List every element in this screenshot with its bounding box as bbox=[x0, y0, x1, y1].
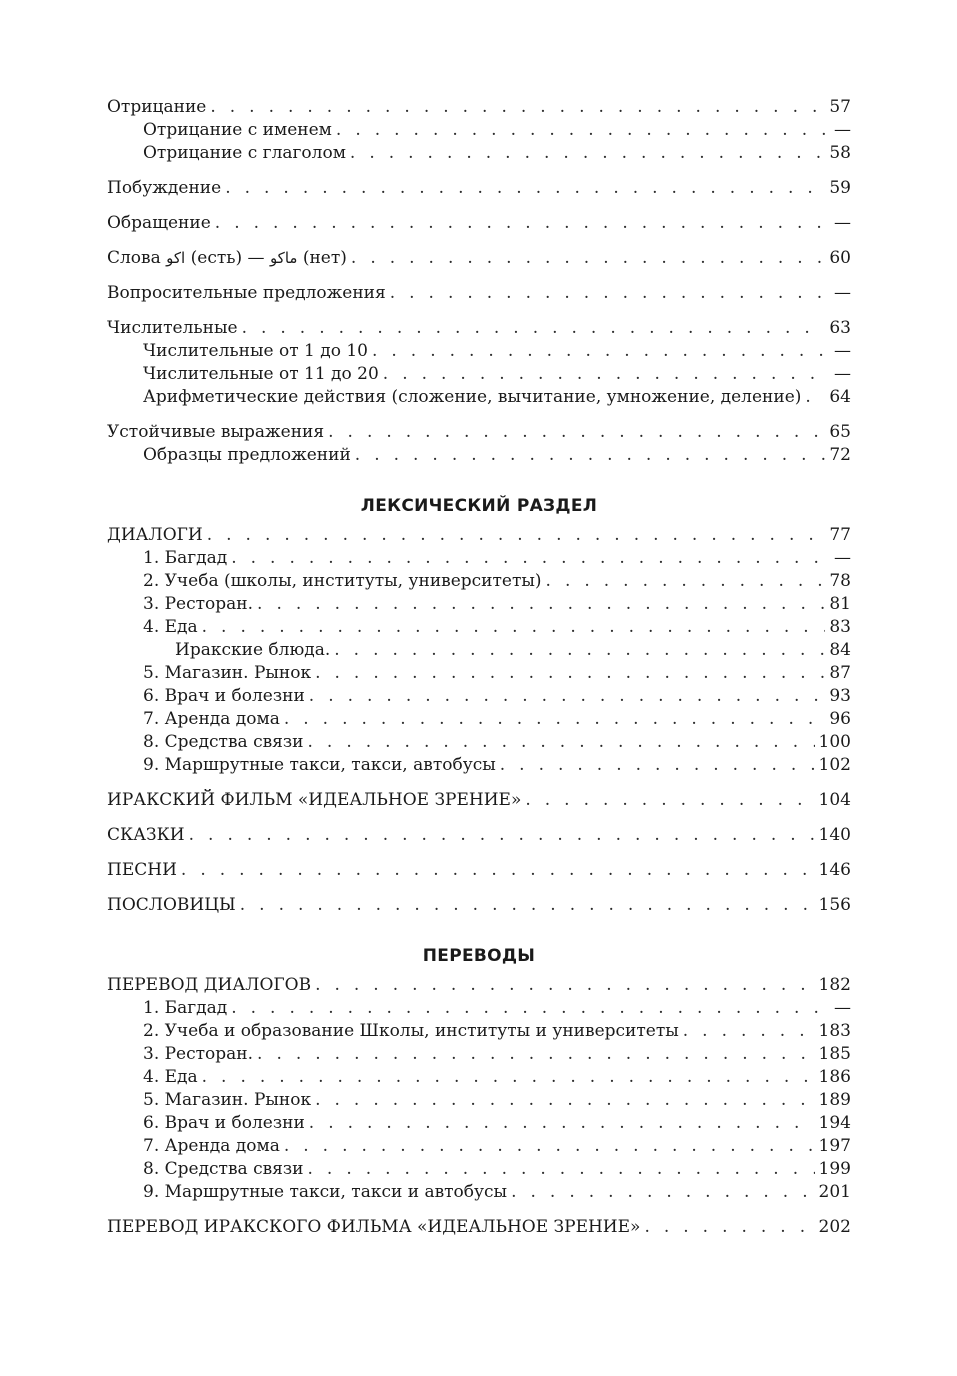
leader-dots bbox=[181, 859, 815, 882]
toc-entry-questions[interactable] bbox=[107, 282, 851, 305]
toc-entry-restaurant[interactable] bbox=[107, 593, 851, 616]
toc-page-number: 93 bbox=[829, 686, 851, 706]
toc-entry-label: 8. Средства связи bbox=[143, 1159, 304, 1179]
leader-dots bbox=[644, 1216, 814, 1239]
toc-entry-tr-doctor[interactable] bbox=[107, 1112, 851, 1135]
toc-page-number: 84 bbox=[829, 640, 851, 660]
toc-entry-label: Числительные от 1 до 10 bbox=[143, 341, 368, 361]
toc-page-number: 197 bbox=[818, 1136, 851, 1156]
toc-entry-tr-house-rent[interactable] bbox=[107, 1135, 851, 1158]
toc-page-number: — bbox=[834, 364, 851, 384]
toc-entry-label: 4. Еда bbox=[143, 617, 198, 637]
toc-entry-label: 5. Магазин. Рынок bbox=[143, 663, 312, 683]
toc-page-number: 81 bbox=[829, 594, 851, 614]
leader-dots bbox=[350, 142, 825, 165]
toc-entry-proverbs[interactable] bbox=[107, 894, 851, 917]
leader-dots bbox=[242, 317, 826, 340]
toc-entry-label: 4. Еда bbox=[143, 1067, 198, 1087]
toc-page-number: 140 bbox=[818, 825, 851, 845]
toc-entry-study[interactable] bbox=[107, 570, 851, 593]
leader-dots bbox=[308, 1158, 815, 1181]
leader-dots bbox=[390, 282, 830, 305]
toc-entry-negation-noun[interactable] bbox=[107, 119, 851, 142]
leader-dots bbox=[231, 547, 830, 570]
toc-page-number: 64 bbox=[829, 387, 851, 407]
leader-dots bbox=[805, 386, 825, 409]
toc-entry-label: 7. Аренда дома bbox=[143, 709, 280, 729]
toc-entry-tr-shop-market[interactable] bbox=[107, 1089, 851, 1112]
toc-entry-label: ПЕСНИ bbox=[107, 860, 177, 880]
toc-page-number: 58 bbox=[829, 143, 851, 163]
toc-entry-label: СКАЗКИ bbox=[107, 825, 185, 845]
toc-entry-communication[interactable] bbox=[107, 731, 851, 754]
toc-entry-label: 3. Ресторан. bbox=[143, 594, 254, 614]
toc-entry-tr-restaurant[interactable] bbox=[107, 1043, 851, 1066]
toc-entry-negation-verb[interactable] bbox=[107, 142, 851, 165]
leader-dots bbox=[231, 997, 830, 1020]
toc-entry-label: Отрицание bbox=[107, 97, 207, 117]
section-heading-translations: ПЕРЕВОДЫ bbox=[422, 946, 536, 966]
toc-entry-label: Числительные от 11 до 20 bbox=[143, 364, 379, 384]
toc-page-number: — bbox=[834, 283, 851, 303]
leader-dots bbox=[225, 177, 825, 200]
toc-page-number: 199 bbox=[818, 1159, 851, 1179]
leader-dots bbox=[315, 1089, 814, 1112]
toc-entry-label: Побуждение bbox=[107, 178, 222, 198]
toc-page-number: — bbox=[834, 998, 851, 1018]
toc-entry-food[interactable] bbox=[107, 616, 851, 639]
toc-page-number: — bbox=[834, 548, 851, 568]
leader-dots bbox=[207, 524, 826, 547]
leader-dots bbox=[189, 824, 815, 847]
toc-page-number: 185 bbox=[818, 1044, 851, 1064]
toc-page-number: 77 bbox=[829, 525, 851, 545]
toc-page-number: 201 bbox=[818, 1182, 851, 1202]
toc-entry-dialogues[interactable] bbox=[107, 524, 851, 547]
toc-entry-label: Вопросительные предложения bbox=[107, 283, 386, 303]
leader-dots bbox=[315, 662, 825, 685]
toc-entry-label: 8. Средства связи bbox=[143, 732, 304, 752]
label-part: Слова bbox=[107, 248, 167, 268]
toc-page-number: 60 bbox=[829, 248, 851, 268]
toc-page-number: — bbox=[834, 213, 851, 233]
section-heading-lexical: ЛЕКСИЧЕСКИЙ РАЗДЕЛ bbox=[360, 496, 598, 516]
leader-dots bbox=[309, 1112, 815, 1135]
toc-entry-tr-communication[interactable] bbox=[107, 1158, 851, 1181]
leader-dots bbox=[240, 894, 815, 917]
toc-entry-label: 1. Багдад bbox=[143, 998, 228, 1018]
toc-entry-tales[interactable] bbox=[107, 824, 851, 847]
toc-page-number: 182 bbox=[818, 975, 851, 995]
leader-dots bbox=[215, 212, 830, 235]
toc-entry-label: ПЕРЕВОД ДИАЛОГОВ bbox=[107, 975, 312, 995]
toc-page-number: 194 bbox=[818, 1113, 851, 1133]
leader-dots bbox=[511, 1181, 814, 1204]
toc-entry-label: Отрицание с глаголом bbox=[143, 143, 346, 163]
label-part: (нет) bbox=[297, 248, 347, 268]
toc-entry-label: Арифметические действия (сложение, вычитание, умножение, деление) bbox=[143, 387, 802, 407]
toc-page-number: 183 bbox=[818, 1021, 851, 1041]
leader-dots bbox=[284, 1135, 815, 1158]
leader-dots bbox=[202, 616, 826, 639]
leader-dots bbox=[336, 119, 830, 142]
toc-entry-label: Числительные bbox=[107, 318, 238, 338]
toc-entry-address[interactable] bbox=[107, 212, 851, 235]
leader-dots bbox=[383, 363, 830, 386]
toc-entry-label: 5. Магазин. Рынок bbox=[143, 1090, 312, 1110]
arabic-word: اكو bbox=[166, 249, 186, 267]
toc-page-number: 83 bbox=[829, 617, 851, 637]
toc-entry-label: Отрицание с именем bbox=[143, 120, 332, 140]
toc-entry-doctor[interactable] bbox=[107, 685, 851, 708]
toc-entry-label: Образцы предложений bbox=[143, 445, 351, 465]
leader-dots bbox=[308, 731, 815, 754]
toc-page-number: 186 bbox=[818, 1067, 851, 1087]
toc-entry-label: 1. Багдад bbox=[143, 548, 228, 568]
leader-dots bbox=[210, 96, 825, 119]
leader-dots bbox=[351, 247, 825, 270]
leader-dots bbox=[328, 421, 825, 444]
toc-page-number: 65 bbox=[829, 422, 851, 442]
leader-dots bbox=[546, 570, 826, 593]
leader-dots bbox=[202, 1066, 815, 1089]
toc-entry-negation[interactable] bbox=[107, 96, 851, 119]
toc-page-number: 78 bbox=[829, 571, 851, 591]
toc-entry-label: ИРАКСКИЙ ФИЛЬМ «ИДЕАЛЬНОЕ ЗРЕНИЕ» bbox=[107, 790, 522, 810]
toc-entry-tr-transport[interactable] bbox=[107, 1181, 851, 1204]
toc-entry-numerals-1-10[interactable] bbox=[107, 340, 851, 363]
toc-entry-numerals-11-20[interactable] bbox=[107, 363, 851, 386]
toc-entry-label bbox=[107, 247, 347, 270]
toc-page-number: — bbox=[834, 341, 851, 361]
arabic-word: ماكو bbox=[269, 249, 298, 267]
leader-dots bbox=[257, 593, 825, 616]
toc-entry-label: 2. Учеба и образование Школы, институты и университеты bbox=[143, 1021, 679, 1041]
toc-entry-label: ПОСЛОВИЦЫ bbox=[107, 895, 236, 915]
table-of-contents bbox=[107, 96, 851, 1239]
toc-entry-baghdad[interactable] bbox=[107, 547, 851, 570]
toc-entry-songs[interactable] bbox=[107, 859, 851, 882]
toc-page-number: 59 bbox=[829, 178, 851, 198]
label-part: (есть) — bbox=[185, 248, 270, 268]
leader-dots bbox=[334, 639, 825, 662]
toc-page-number: 63 bbox=[829, 318, 851, 338]
toc-entry-label: ПЕРЕВОД ИРАКСКОГО ФИЛЬМА «ИДЕАЛЬНОЕ ЗРЕНИЕ» bbox=[107, 1217, 641, 1237]
toc-page-number: 104 bbox=[818, 790, 851, 810]
toc-entry-house-rent[interactable] bbox=[107, 708, 851, 731]
toc-entry-transport[interactable] bbox=[107, 754, 851, 777]
toc-entry-film-translation[interactable] bbox=[107, 1216, 851, 1239]
toc-entry-label: 9. Маршрутные такси, такси и автобусы bbox=[143, 1182, 508, 1202]
toc-entry-label: 2. Учеба (школы, институты, университеты) bbox=[143, 571, 542, 591]
toc-entry-tr-study[interactable] bbox=[107, 1020, 851, 1043]
toc-entry-label: ДИАЛОГИ bbox=[107, 525, 203, 545]
toc-entry-imperative[interactable] bbox=[107, 177, 851, 200]
toc-entry-iraqi-dishes[interactable] bbox=[107, 639, 851, 662]
leader-dots bbox=[315, 974, 814, 997]
toc-entry-label: 9. Маршрутные такси, такси, автобусы bbox=[143, 755, 496, 775]
toc-entry-tr-food[interactable] bbox=[107, 1066, 851, 1089]
toc-entry-label: 3. Ресторан. bbox=[143, 1044, 254, 1064]
toc-entry-sample-sentences[interactable] bbox=[107, 444, 851, 467]
toc-entry-numerals[interactable] bbox=[107, 317, 851, 340]
toc-entry-label: 6. Врач и болезни bbox=[143, 1113, 305, 1133]
toc-entry-label: 6. Врач и болезни bbox=[143, 686, 305, 706]
toc-entry-label: 7. Аренда дома bbox=[143, 1136, 280, 1156]
toc-page-number: 156 bbox=[818, 895, 851, 915]
toc-page-number: 100 bbox=[818, 732, 851, 752]
leader-dots bbox=[500, 754, 815, 777]
toc-page-number: 146 bbox=[818, 860, 851, 880]
toc-entry-tr-baghdad[interactable] bbox=[107, 997, 851, 1020]
toc-entry-idioms[interactable] bbox=[107, 421, 851, 444]
toc-entry-film[interactable] bbox=[107, 789, 851, 812]
leader-dots bbox=[284, 708, 826, 731]
toc-page-number: 189 bbox=[818, 1090, 851, 1110]
toc-page-number: 57 bbox=[829, 97, 851, 117]
toc-page-number: 96 bbox=[829, 709, 851, 729]
toc-page-number: — bbox=[834, 120, 851, 140]
leader-dots bbox=[683, 1020, 815, 1043]
toc-entry-shop-market[interactable] bbox=[107, 662, 851, 685]
leader-dots bbox=[355, 444, 826, 467]
leader-dots bbox=[257, 1043, 815, 1066]
toc-page-number: 72 bbox=[829, 445, 851, 465]
toc-entry-label: Иракские блюда. bbox=[175, 640, 331, 660]
leader-dots bbox=[525, 789, 814, 812]
leader-dots bbox=[309, 685, 826, 708]
toc-entry-ako-mako[interactable] bbox=[107, 247, 851, 270]
toc-entry-label: Устойчивые выражения bbox=[107, 422, 325, 442]
toc-page-number: 87 bbox=[829, 663, 851, 683]
toc-entry-arithmetic[interactable] bbox=[107, 386, 851, 409]
toc-entry-dialogue-translations[interactable] bbox=[107, 974, 851, 997]
toc-entry-label: Обращение bbox=[107, 213, 211, 233]
leader-dots bbox=[372, 340, 830, 363]
toc-page-number: 102 bbox=[818, 755, 851, 775]
toc-page-number: 202 bbox=[818, 1217, 851, 1237]
